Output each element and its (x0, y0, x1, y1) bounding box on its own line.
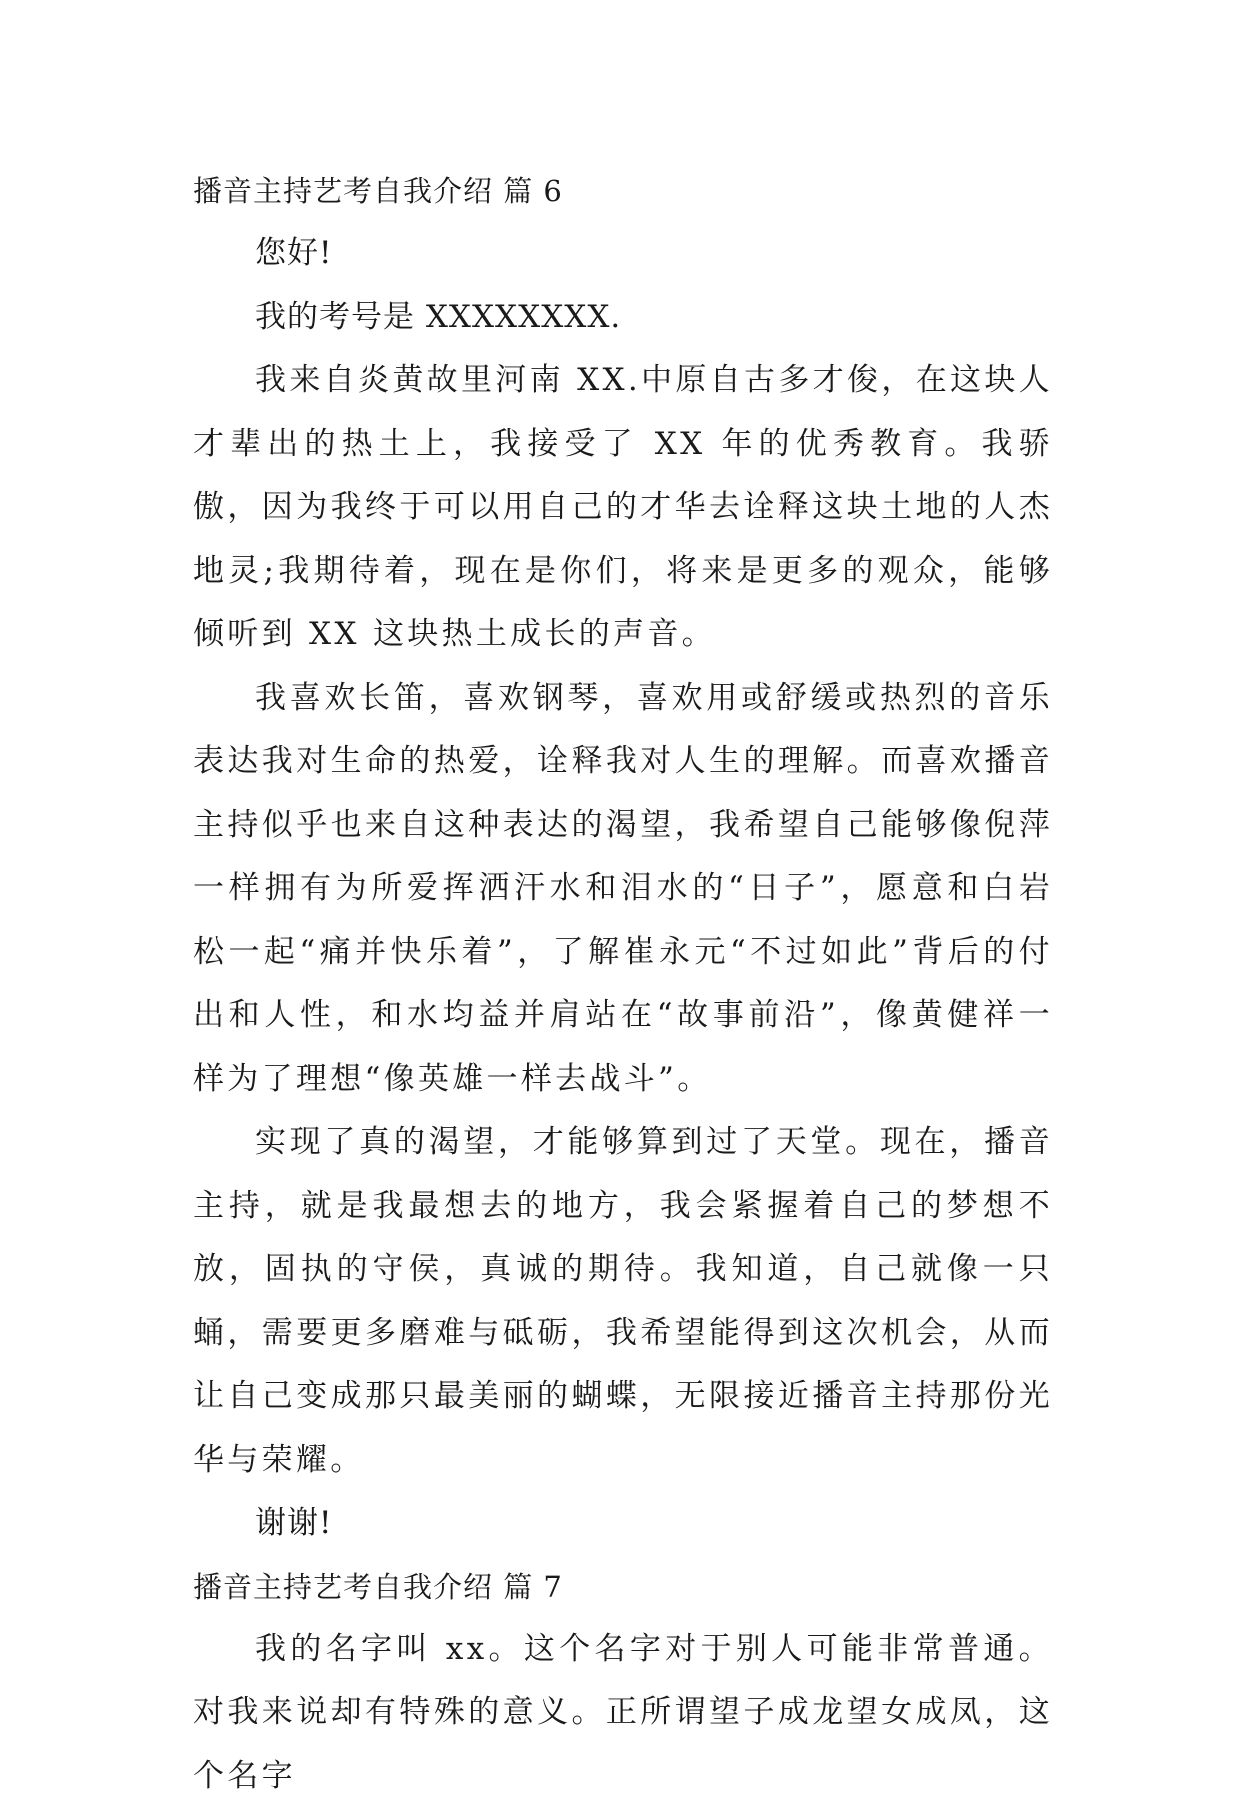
body-paragraph: 我喜欢长笛，喜欢钢琴，喜欢用或舒缓或热烈的音乐表达我对生命的热爱，诠释我对人生的理解。而喜欢播音主持似乎也来自这种表达的渴望，我希望自己能够像倪萍一样拥有为所爱挥洒汗水和泪水的“日子”，愿意和白岩松一起“痛并快乐着”，了解崔永元“不过如此”背后的付出和人性，和水均益并肩站在“故事前沿”，像黄健祥一样为了理想“像英雄一样去战斗”。 (193, 667, 1053, 1112)
greeting-paragraph: 您好! (193, 222, 1053, 286)
section-heading: 播音主持艺考自我介绍 篇 7 (193, 1556, 1053, 1618)
section-heading: 播音主持艺考自我介绍 篇 6 (193, 160, 1053, 222)
section-7 (193, 1556, 1053, 1808)
section-6 (193, 160, 1053, 1556)
document-page (193, 160, 1053, 1808)
closing-paragraph: 谢谢! (193, 1492, 1053, 1556)
body-paragraph: 我来自炎黄故里河南 XX.中原自古多才俊，在这块人才辈出的热土上，我接受了 XX 年的优秀教育。我骄傲，因为我终于可以用自己的才华去诠释这块土地的人杰地灵;我期待着，现在是你们，将来是更多的观众，能够倾听到 XX 这块热土成长的声音。 (193, 349, 1053, 667)
exam-number-paragraph: 我的考号是 XXXXXXXX. (193, 286, 1053, 350)
body-paragraph: 我的名字叫 xx。这个名字对于别人可能非常普通。对我来说却有特殊的意义。正所谓望子成龙望女成凤，这个名字 (193, 1618, 1053, 1808)
body-paragraph: 实现了真的渴望，才能够算到过了天堂。现在，播音主持，就是我最想去的地方，我会紧握着自己的梦想不放，固执的守侯，真诚的期待。我知道，自己就像一只蛹，需要更多磨难与砥砺，我希望能得到这次机会，从而让自己变成那只最美丽的蝴蝶，无限接近播音主持那份光华与荣耀。 (193, 1111, 1053, 1492)
